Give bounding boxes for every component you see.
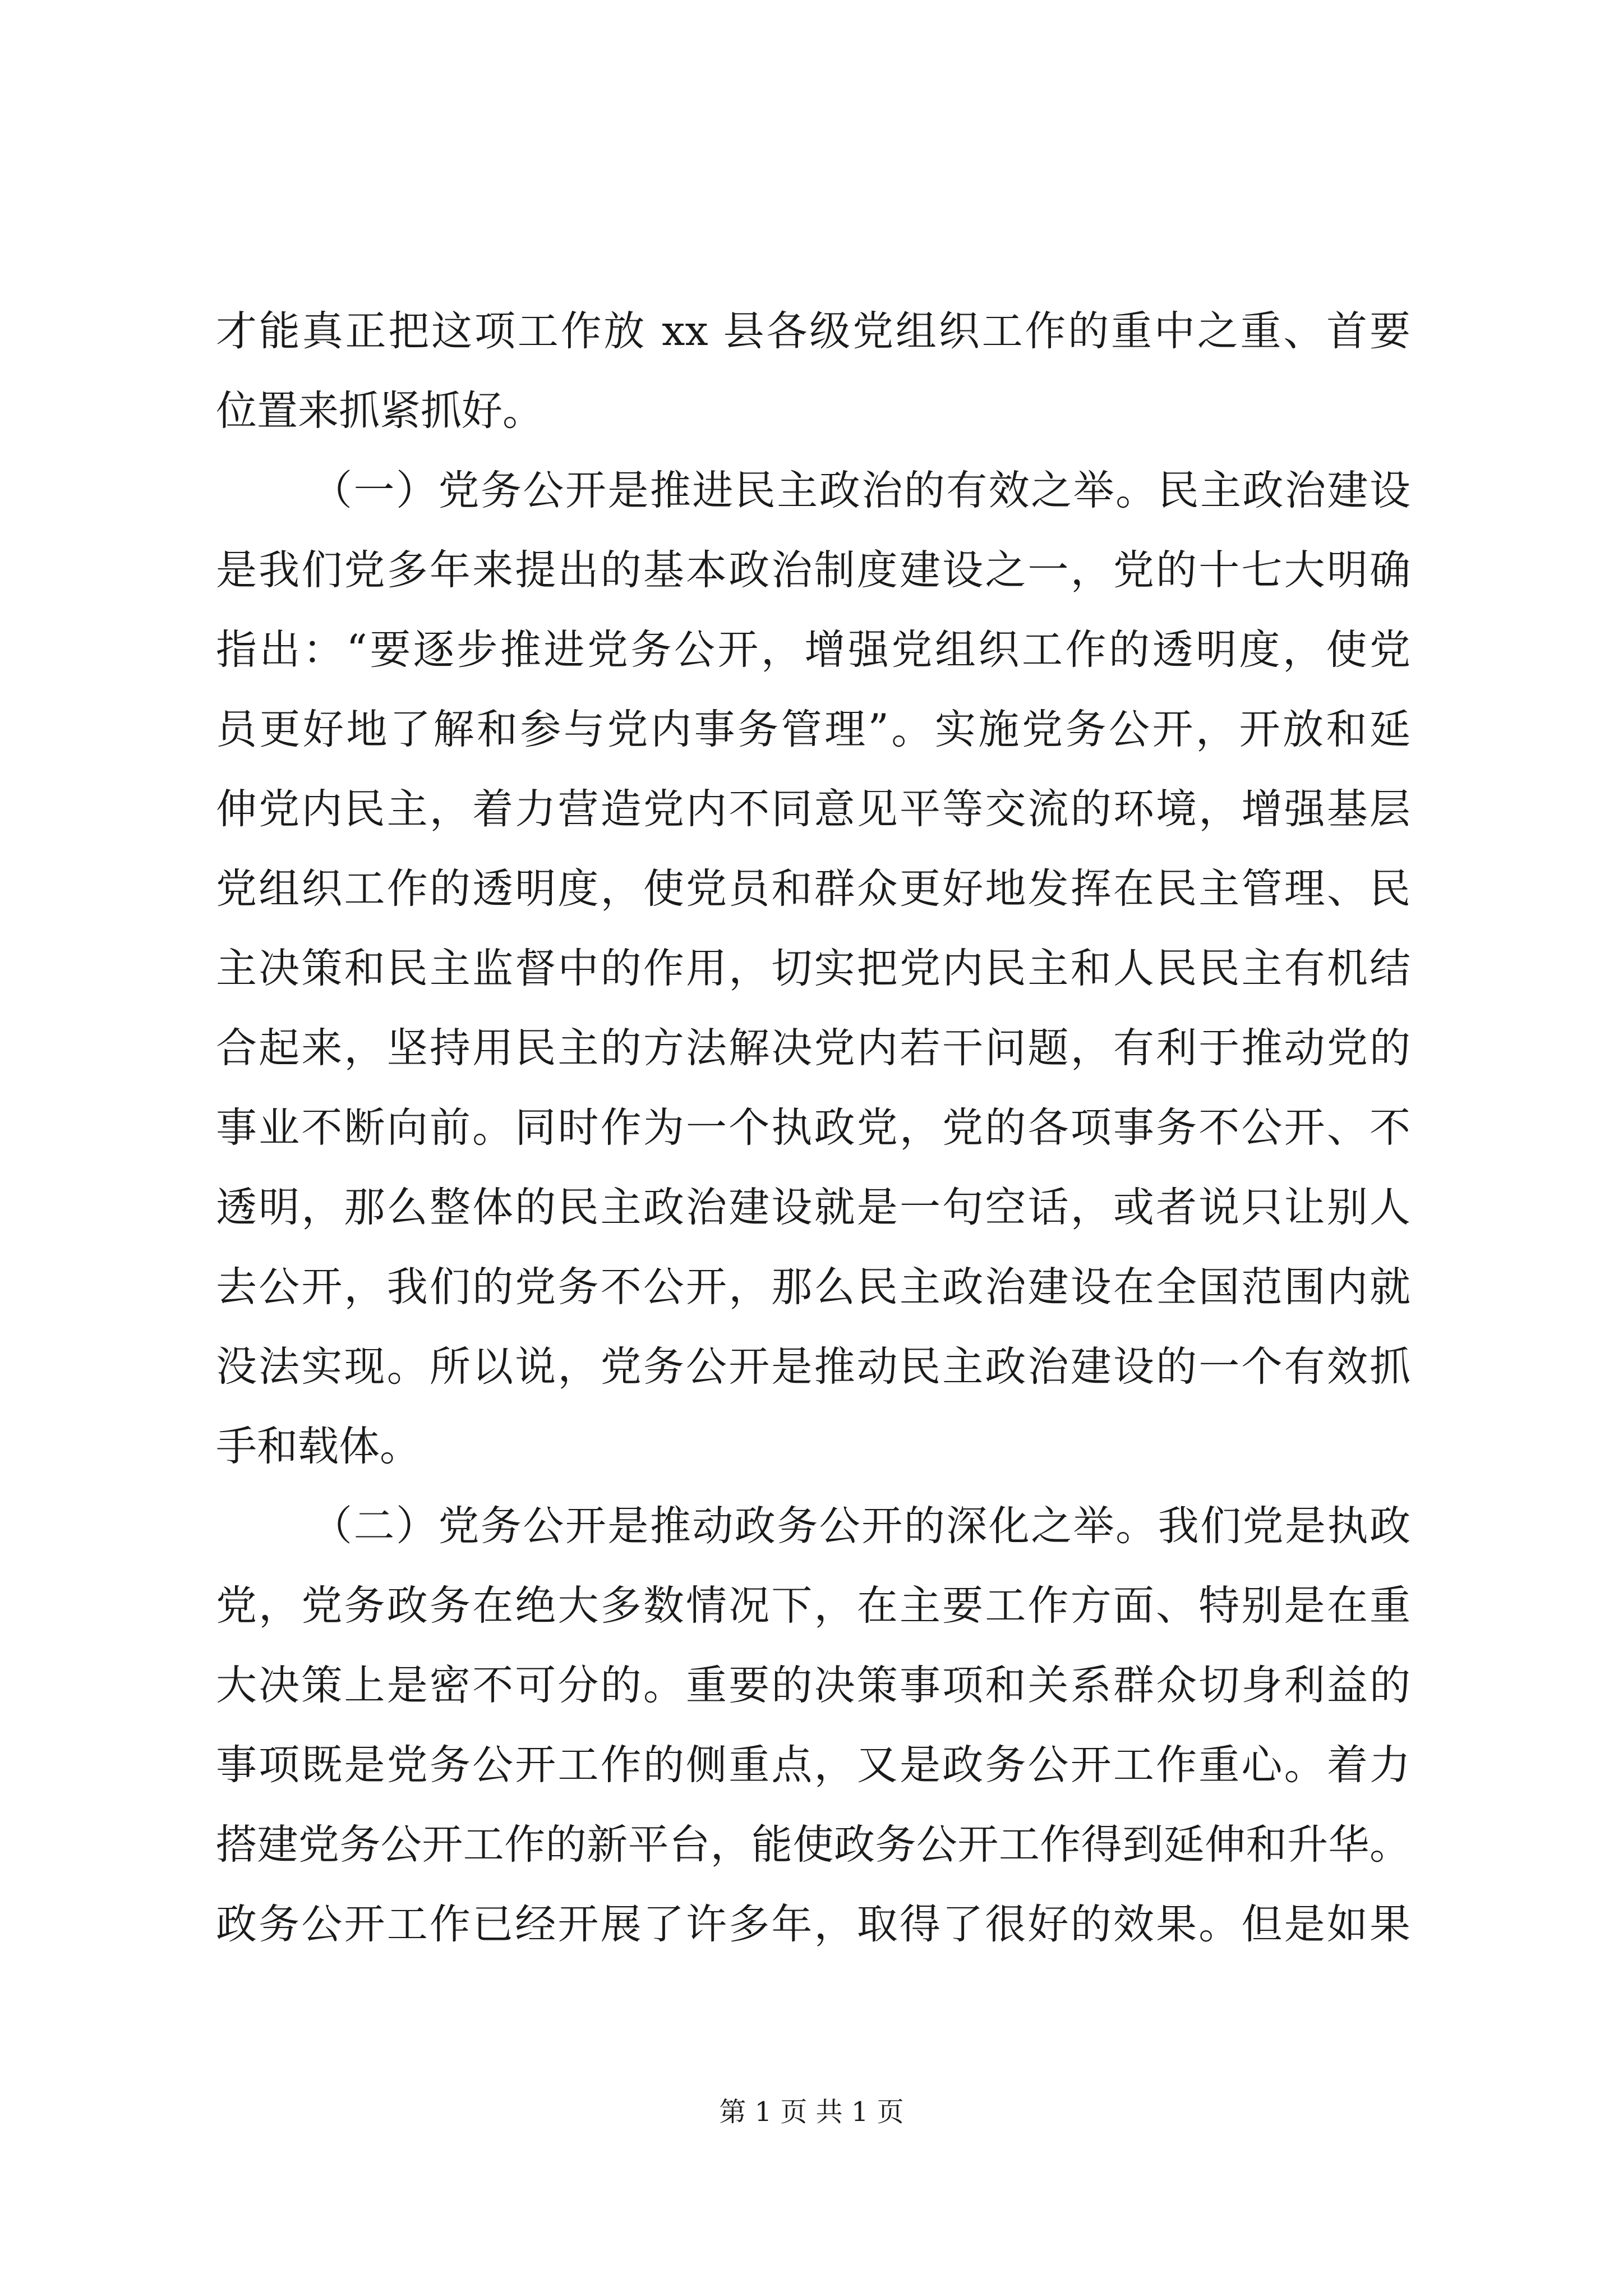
- text-line: 政务公开工作已经开展了许多年，取得了很好的效果。但是如果: [216, 1901, 1410, 1948]
- text-line: 合起来，坚持用民主的方法解决党内若干问题，有利于推动党的: [216, 1024, 1410, 1072]
- document-body: [216, 292, 1410, 1964]
- text-line: （二）党务公开是推动政务公开的深化之举。我们党是执政: [311, 1502, 1410, 1550]
- text-line: 是我们党多年来提出的基本政治制度建设之一，党的十七大明确: [216, 546, 1410, 594]
- text-line: 才能真正把这项工作放 xx 县各级党组织工作的重中之重、首要: [216, 307, 1410, 355]
- page-number-footer: 第 1 页 共 1 页: [719, 2096, 904, 2128]
- text-line: 事业不断向前。同时作为一个执政党，党的各项事务不公开、不: [216, 1104, 1410, 1152]
- text-line: 大决策上是密不可分的。重要的决策事项和关系群众切身利益的: [216, 1662, 1410, 1709]
- text-line: （一）党务公开是推进民主政治的有效之举。民主政治建设: [311, 467, 1410, 514]
- text-line: 主决策和民主监督中的作用，切实把党内民主和人民民主有机结: [216, 945, 1410, 992]
- text-line: 搭建党务公开工作的新平台，能使政务公开工作得到延伸和升华。: [216, 1821, 1410, 1869]
- text-line: 员更好地了解和参与党内事务管理”。实施党务公开，开放和延: [216, 706, 1410, 753]
- text-line: 指出：“要逐步推进党务公开，增强党组织工作的透明度，使党: [216, 626, 1410, 674]
- text-line: 党，党务政务在绝大多数情况下，在主要工作方面、特别是在重: [216, 1582, 1410, 1630]
- text-line: 伸党内民主，着力营造党内不同意见平等交流的环境，增强基层: [216, 785, 1410, 833]
- text-line: 没法实现。所以说，党务公开是推动民主政治建设的一个有效抓: [216, 1343, 1410, 1391]
- text-line: 党组织工作的透明度，使党员和群众更好地发挥在民主管理、民: [216, 865, 1410, 913]
- text-line: 手和载体。: [216, 1423, 421, 1470]
- text-line: 事项既是党务公开工作的侧重点，又是政务公开工作重心。着力: [216, 1741, 1410, 1789]
- text-line: 位置来抓紧抓好。: [216, 387, 543, 435]
- paragraph: [216, 292, 1410, 451]
- paragraph: [216, 1487, 1410, 1964]
- paragraph: [216, 451, 1410, 1487]
- text-line: 去公开，我们的党务不公开，那么民主政治建设在全国范围内就: [216, 1263, 1410, 1311]
- text-line: 透明，那么整体的民主政治建设就是一句空话，或者说只让别人: [216, 1184, 1410, 1231]
